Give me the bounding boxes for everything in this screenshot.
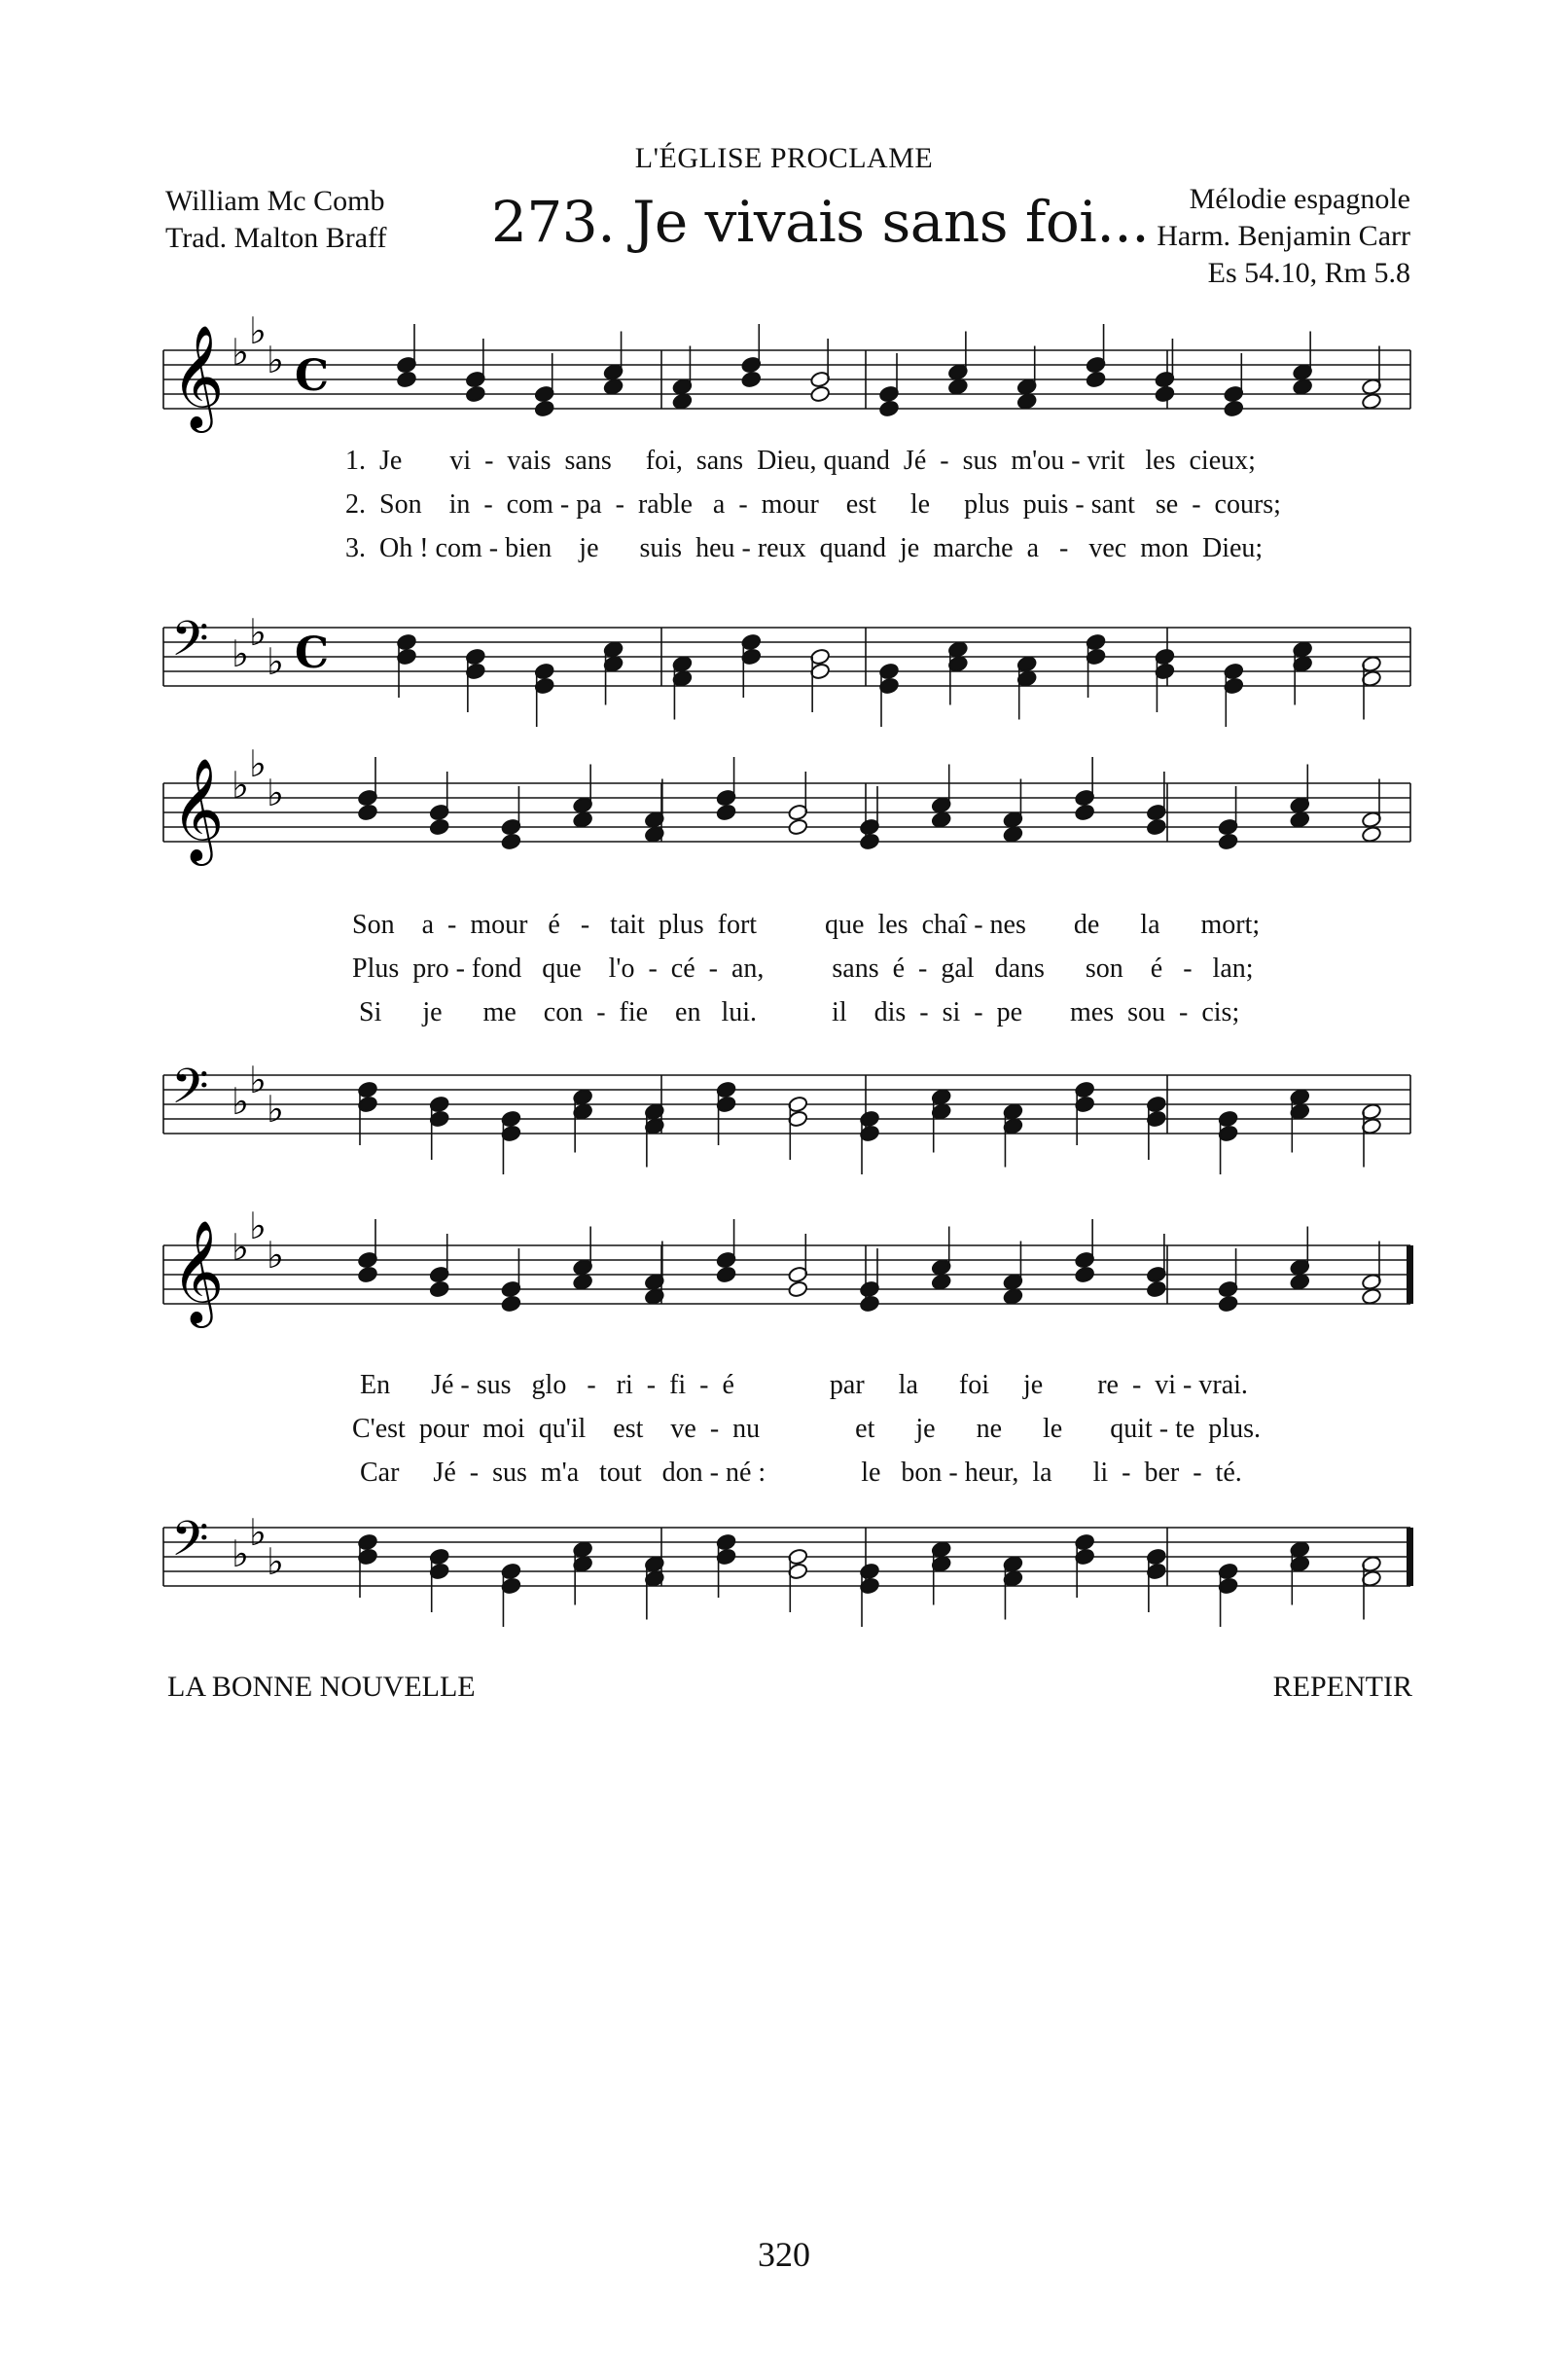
notehead bbox=[1361, 392, 1381, 410]
notehead bbox=[357, 1266, 377, 1283]
notehead bbox=[1224, 400, 1244, 417]
lyrics-system-3-verse-3: Car Jé - sus m'a tout don - né : le bon - heur, la li - ber - té. bbox=[360, 1458, 1242, 1488]
treble-staff-system-1 bbox=[0, 309, 1568, 457]
flat-icon: ♭ bbox=[249, 742, 267, 785]
bass-clef-icon: 𝄢 bbox=[171, 1059, 209, 1127]
final-barline bbox=[1407, 1245, 1413, 1304]
bass-clef-icon: 𝄢 bbox=[171, 611, 209, 679]
notehead bbox=[788, 1280, 808, 1298]
flat-icon: ♭ bbox=[267, 772, 284, 814]
notehead bbox=[1146, 818, 1166, 836]
treble-clef-icon: 𝄞 bbox=[171, 757, 225, 861]
notehead bbox=[429, 1280, 449, 1298]
notehead bbox=[716, 804, 736, 821]
notehead bbox=[809, 385, 830, 403]
lyrics-system-2-verse-3: Si je me con - fie en lui. il dis - si - pe mes sou - cis; bbox=[352, 997, 1240, 1027]
staff-lines bbox=[163, 350, 1410, 409]
flat-icon: ♭ bbox=[249, 1511, 267, 1554]
notehead bbox=[1016, 392, 1037, 410]
footer-category-right: REPENTIR bbox=[1272, 1671, 1412, 1703]
notehead bbox=[1155, 385, 1175, 403]
page-number: 320 bbox=[758, 2235, 810, 2274]
notehead bbox=[572, 1273, 592, 1290]
common-time-icon: C bbox=[295, 351, 330, 401]
treble-clef-icon: 𝄞 bbox=[171, 324, 225, 428]
lyrics-system-2-verse-1: Son a - mour é - tait plus fort que les chaî - nes de la mort; bbox=[352, 910, 1261, 940]
notehead bbox=[1361, 1287, 1381, 1305]
notehead bbox=[859, 1295, 879, 1313]
melody-credit: Mélodie espagnole bbox=[1189, 183, 1410, 215]
notehead bbox=[1292, 378, 1312, 395]
notehead bbox=[1074, 1266, 1094, 1283]
music-credits bbox=[1157, 181, 1410, 255]
notehead bbox=[1003, 825, 1023, 843]
flat-icon: ♭ bbox=[267, 1234, 284, 1277]
flat-icon: ♭ bbox=[267, 1088, 284, 1131]
notehead bbox=[429, 818, 449, 836]
notehead bbox=[1361, 825, 1381, 843]
notehead bbox=[357, 804, 377, 821]
final-barline bbox=[1407, 1528, 1413, 1586]
notehead bbox=[603, 378, 624, 395]
flat-icon: ♭ bbox=[232, 1532, 249, 1575]
bass-clef-icon: 𝄢 bbox=[171, 1511, 209, 1579]
flat-icon: ♭ bbox=[232, 764, 249, 807]
treble-staff-system-3 bbox=[0, 1205, 1568, 1352]
flat-icon: ♭ bbox=[249, 309, 267, 352]
notehead bbox=[396, 371, 416, 388]
bass-staff-system-1 bbox=[0, 598, 1568, 744]
hymn-title: 273. Je vivais sans foi... bbox=[491, 189, 1150, 255]
bass-staff-system-2 bbox=[0, 1046, 1568, 1192]
notehead bbox=[465, 385, 485, 403]
notehead bbox=[534, 400, 554, 417]
notehead bbox=[1218, 833, 1238, 850]
flat-icon: ♭ bbox=[232, 632, 249, 675]
lyrics-system-3-verse-2: C'est pour moi qu'il est ve - nu et je ne le quit - te plus. bbox=[352, 1414, 1261, 1444]
notehead bbox=[572, 810, 592, 828]
flat-icon: ♭ bbox=[232, 331, 249, 374]
notehead bbox=[859, 833, 879, 850]
flat-icon: ♭ bbox=[249, 1059, 267, 1101]
notehead bbox=[716, 1266, 736, 1283]
footer-category-left: LA BONNE NOUVELLE bbox=[167, 1671, 476, 1703]
flat-icon: ♭ bbox=[249, 1205, 267, 1247]
section-heading: L'ÉGLISE PROCLAME bbox=[634, 142, 934, 174]
staff-lines bbox=[163, 628, 1410, 686]
notehead bbox=[1218, 1295, 1238, 1313]
notehead bbox=[931, 1273, 951, 1290]
notehead bbox=[1003, 1287, 1023, 1305]
translation-author: Trad. Malton Braff bbox=[165, 222, 387, 254]
treble-staff-system-2 bbox=[0, 742, 1568, 890]
lyrics-system-1-verse-1: 1. Je vi - vais sans foi, sans Dieu, quand Jé - sus m'ou - vrit les cieux; bbox=[345, 446, 1256, 476]
lyrics-system-3-verse-1: En Jé - sus glo - ri - fi - é par la foi je re - vi - vrai. bbox=[360, 1370, 1248, 1400]
flat-icon: ♭ bbox=[232, 1080, 249, 1123]
notehead bbox=[878, 400, 899, 417]
flat-icon: ♭ bbox=[267, 640, 284, 683]
flat-icon: ♭ bbox=[267, 1540, 284, 1583]
author-credits bbox=[165, 183, 387, 257]
notehead bbox=[1146, 1280, 1166, 1298]
scripture-references: Es 54.10, Rm 5.8 bbox=[1207, 257, 1410, 289]
notehead bbox=[1086, 371, 1106, 388]
flat-icon: ♭ bbox=[267, 339, 284, 381]
lyrics-system-2-verse-2: Plus pro - fond que l'o - cé - an, sans é - gal dans son é - lan; bbox=[352, 954, 1254, 984]
flat-icon: ♭ bbox=[249, 611, 267, 654]
notehead bbox=[947, 378, 968, 395]
notehead bbox=[501, 1295, 521, 1313]
lyrics-system-1-verse-3: 3. Oh ! com - bien je suis heu - reux quand je marche a - vec mon Dieu; bbox=[345, 533, 1264, 563]
notehead bbox=[672, 392, 693, 410]
notehead bbox=[741, 371, 762, 388]
words-author: William Mc Comb bbox=[165, 185, 385, 217]
harmony-credit: Harm. Benjamin Carr bbox=[1157, 220, 1410, 252]
notehead bbox=[1074, 804, 1094, 821]
notehead bbox=[1290, 810, 1310, 828]
notehead bbox=[931, 810, 951, 828]
bass-staff-system-3 bbox=[0, 1498, 1568, 1654]
notehead bbox=[1290, 1273, 1310, 1290]
flat-icon: ♭ bbox=[232, 1226, 249, 1269]
lyrics-system-1-verse-2: 2. Son in - com - pa - rable a - mour est le plus puis - sant se - cours; bbox=[345, 489, 1281, 520]
notehead bbox=[501, 833, 521, 850]
treble-clef-icon: 𝄞 bbox=[171, 1219, 225, 1323]
common-time-icon: C bbox=[295, 629, 330, 678]
notehead bbox=[788, 818, 808, 836]
